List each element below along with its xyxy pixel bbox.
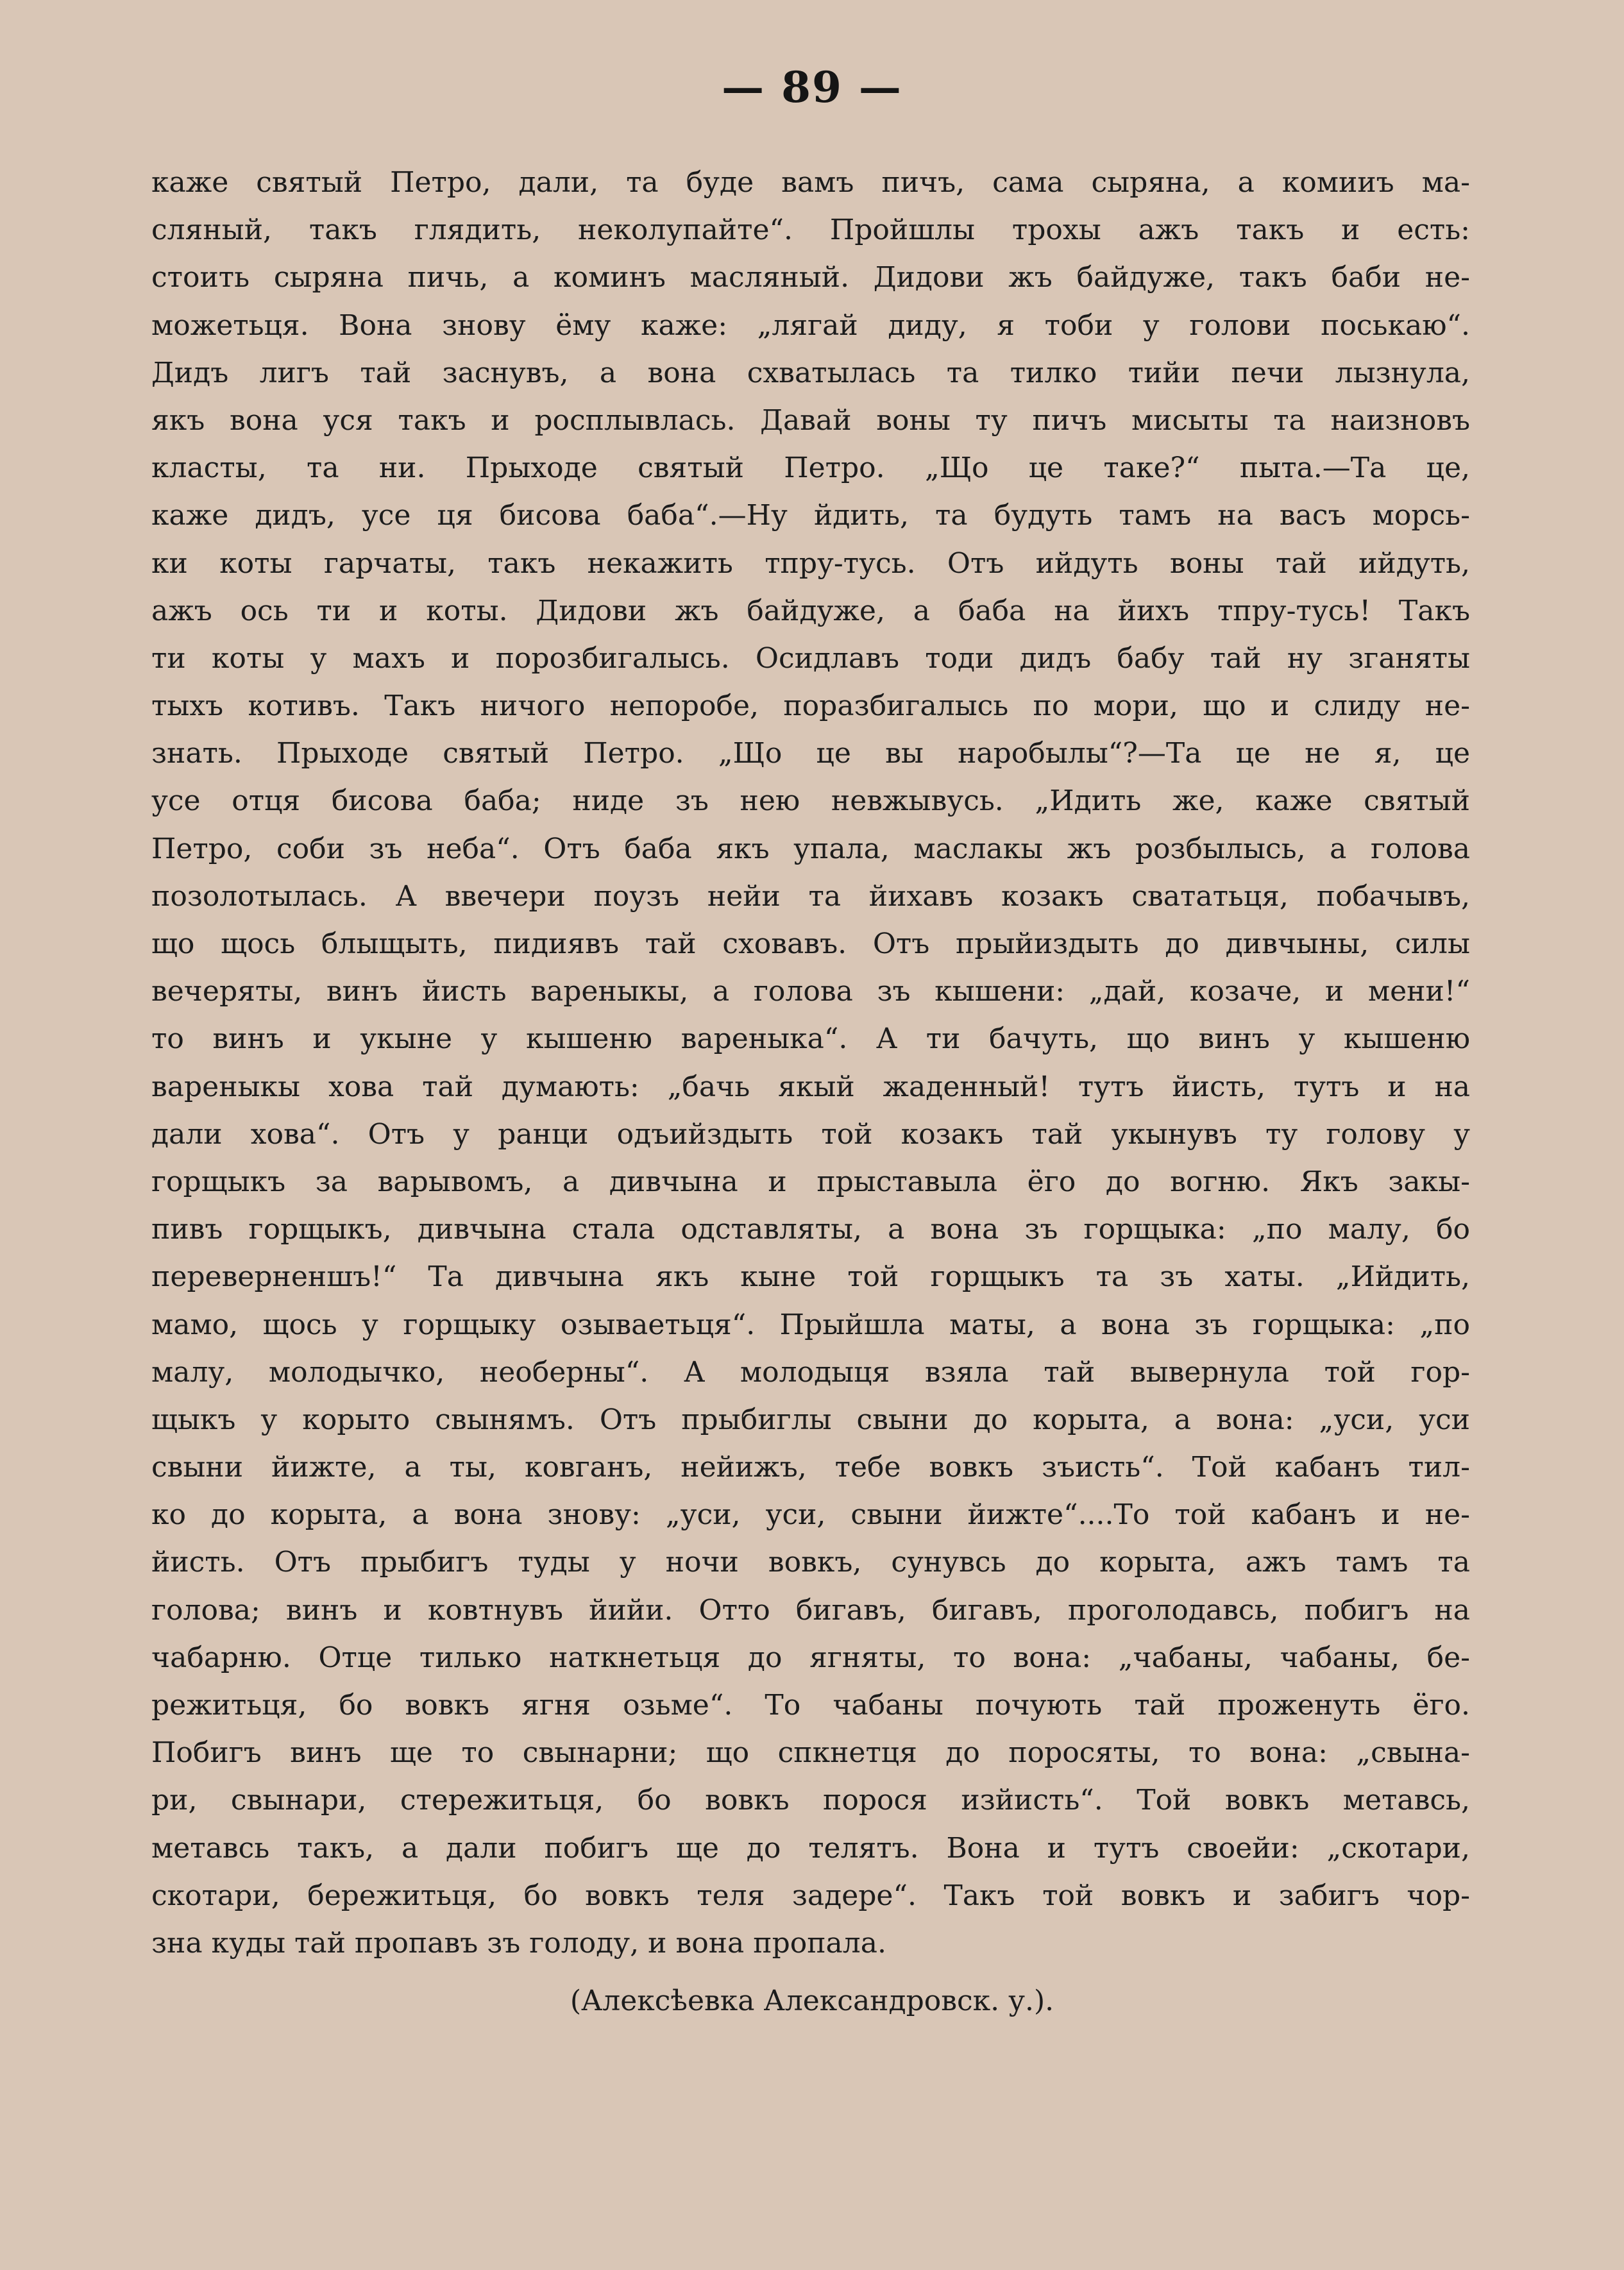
text-line: ажъ ось ти и коты. Дидови жъ байдуже, а баба на йихъ тпру-тусь! Такъ — [151, 594, 1470, 627]
text-line: вечеряты, винъ йисть вареныкы, а голова зъ кышени: „дай, козаче, и мени!“ — [151, 975, 1470, 1008]
text-line: Побигъ винъ ще то свынарни; що спкнетця до поросяты, то вона: „свына- — [151, 1736, 1470, 1770]
text-line: сляный, такъ глядить, неколупайте“. Пройшлы трохы ажъ такъ и есть: — [151, 214, 1470, 247]
text-line: можетьця. Вона знову ёму каже: „лягай диду, я тоби у голови поськаю“. — [151, 309, 1470, 342]
source-attribution: (Алексѣевка Александровск. у.). — [570, 1985, 1054, 2017]
text-line: мамо, щось у горщыку озываетьця“. Прыйшла маты, а вона зъ горщыка: „по — [151, 1308, 1470, 1341]
text-line: класты, та ни. Прыходе святый Петро. „Що це таке?“ пыта.—Та це, — [151, 452, 1470, 485]
page-number: — 89 — — [722, 62, 902, 112]
text-line: якъ вона уся такъ и росплывлась. Давай воны ту пичъ мисыты та наизновъ — [151, 403, 1470, 437]
text-line: знать. Прыходе святый Петро. „Що це вы наробылы“?—Та це не я, це — [151, 737, 1470, 770]
text-line: ти коты у махъ и порозбигалысь. Осидлавъ тоди дидъ бабу тай ну зганяты — [151, 641, 1470, 675]
text-line: ки коты гарчаты, такъ некажить тпру-тусь. Отъ ийдуть воны тай ийдуть, — [151, 546, 1470, 580]
text-line: малу, молодычко, необерны“. А молодыця взяла тай вывернула той гор- — [151, 1355, 1470, 1389]
text-line: каже святый Петро, дали, та буде вамъ пичъ, сама сыряна, а комииъ ма- — [151, 166, 1470, 199]
text-line: ко до корыта, а вона знову: „уси, уси, свыни йижте“....То той кабанъ и не- — [151, 1498, 1470, 1532]
text-line: йисть. Отъ прыбигъ туды у ночи вовкъ, сунувсь до корыта, ажъ тамъ та — [151, 1546, 1470, 1579]
text-line: переверненшъ!“ Та дивчына якъ кыне той горщыкъ та зъ хаты. „Ийдить, — [151, 1260, 1470, 1294]
text-line: вареныкы хова тай думають: „бачь якый жаденный! тутъ йисть, тутъ и на — [151, 1070, 1470, 1103]
text-line: позолотылась. А ввечери поузъ нейи та йихавъ козакъ свататьця, побачывъ, — [151, 879, 1470, 913]
text-line: пивъ горщыкъ, дивчына стала одставляты, а вона зъ горщыка: „по малу, бо — [151, 1213, 1470, 1246]
text-line: свыни йижте, а ты, ковганъ, нейижъ, тебе вовкъ зъисть“. Той кабанъ тил- — [151, 1451, 1470, 1484]
text-line: скотари, бережитьця, бо вовкъ теля задере“. Такъ той вовкъ и забигъ чор- — [151, 1879, 1470, 1912]
text-line-last: зна куды тай пропавъ зъ голоду, и вона пропала. — [151, 1926, 886, 1960]
text-line: голова; винъ и ковтнувъ йийи. Отто бигавъ, бигавъ, проголодавсь, побигъ на — [151, 1593, 1470, 1627]
text-line: каже дидъ, усе ця бисова баба“.—Ну йдить, та будуть тамъ на васъ морсь- — [151, 499, 1470, 532]
text-line: стоить сыряна пичь, а коминъ масляный. Дидови жъ байдуже, такъ баби не- — [151, 261, 1470, 294]
text-line: чабарню. Отце тилько наткнетьця до ягняты, то вона: „чабаны, чабаны, бе- — [151, 1641, 1470, 1674]
text-line: режитьця, бо вовкъ ягня озьме“. То чабаны почують тай проженуть ёго. — [151, 1689, 1470, 1722]
text-line: ри, свынари, стережитьця, бо вовкъ порося изйисть“. Той вовкъ метавсь, — [151, 1784, 1470, 1817]
text-line: то винъ и укыне у кышеню вареныка“. А ти бачуть, що винъ у кышеню — [151, 1022, 1470, 1056]
text-line: дали хова“. Отъ у ранци одъийздыть той козакъ тай укынувъ ту голову у — [151, 1117, 1470, 1151]
text-line: Петро, соби зъ неба“. Отъ баба якъ упала, маслакы жъ розбылысь, а голова — [151, 832, 1470, 865]
text-line: Дидъ лигъ тай заснувъ, а вона схватылась та тилко тийи печи лызнула, — [151, 356, 1470, 389]
text-line: щыкъ у корыто свынямъ. Отъ прыбиглы свыни до корыта, а вона: „уси, уси — [151, 1403, 1470, 1436]
story-text — [151, 159, 1470, 1967]
text-line: метавсь такъ, а дали побигъ ще до телятъ. Вона и тутъ своейи: „скотари, — [151, 1831, 1470, 1865]
text-line: тыхъ котивъ. Такъ ничого непоробе, поразбигалысь по мори, що и слиду не- — [151, 690, 1470, 723]
text-line: усе отця бисова баба; ниде зъ нею невжывусь. „Идить же, каже святый — [151, 784, 1470, 818]
text-line: горщыкъ за варывомъ, а дивчына и прыставыла ёго до вогню. Якъ закы- — [151, 1165, 1470, 1198]
text-line: що щось блыщыть, пидиявъ тай сховавъ. Отъ прыйиздыть до дивчыны, силы — [151, 927, 1470, 960]
